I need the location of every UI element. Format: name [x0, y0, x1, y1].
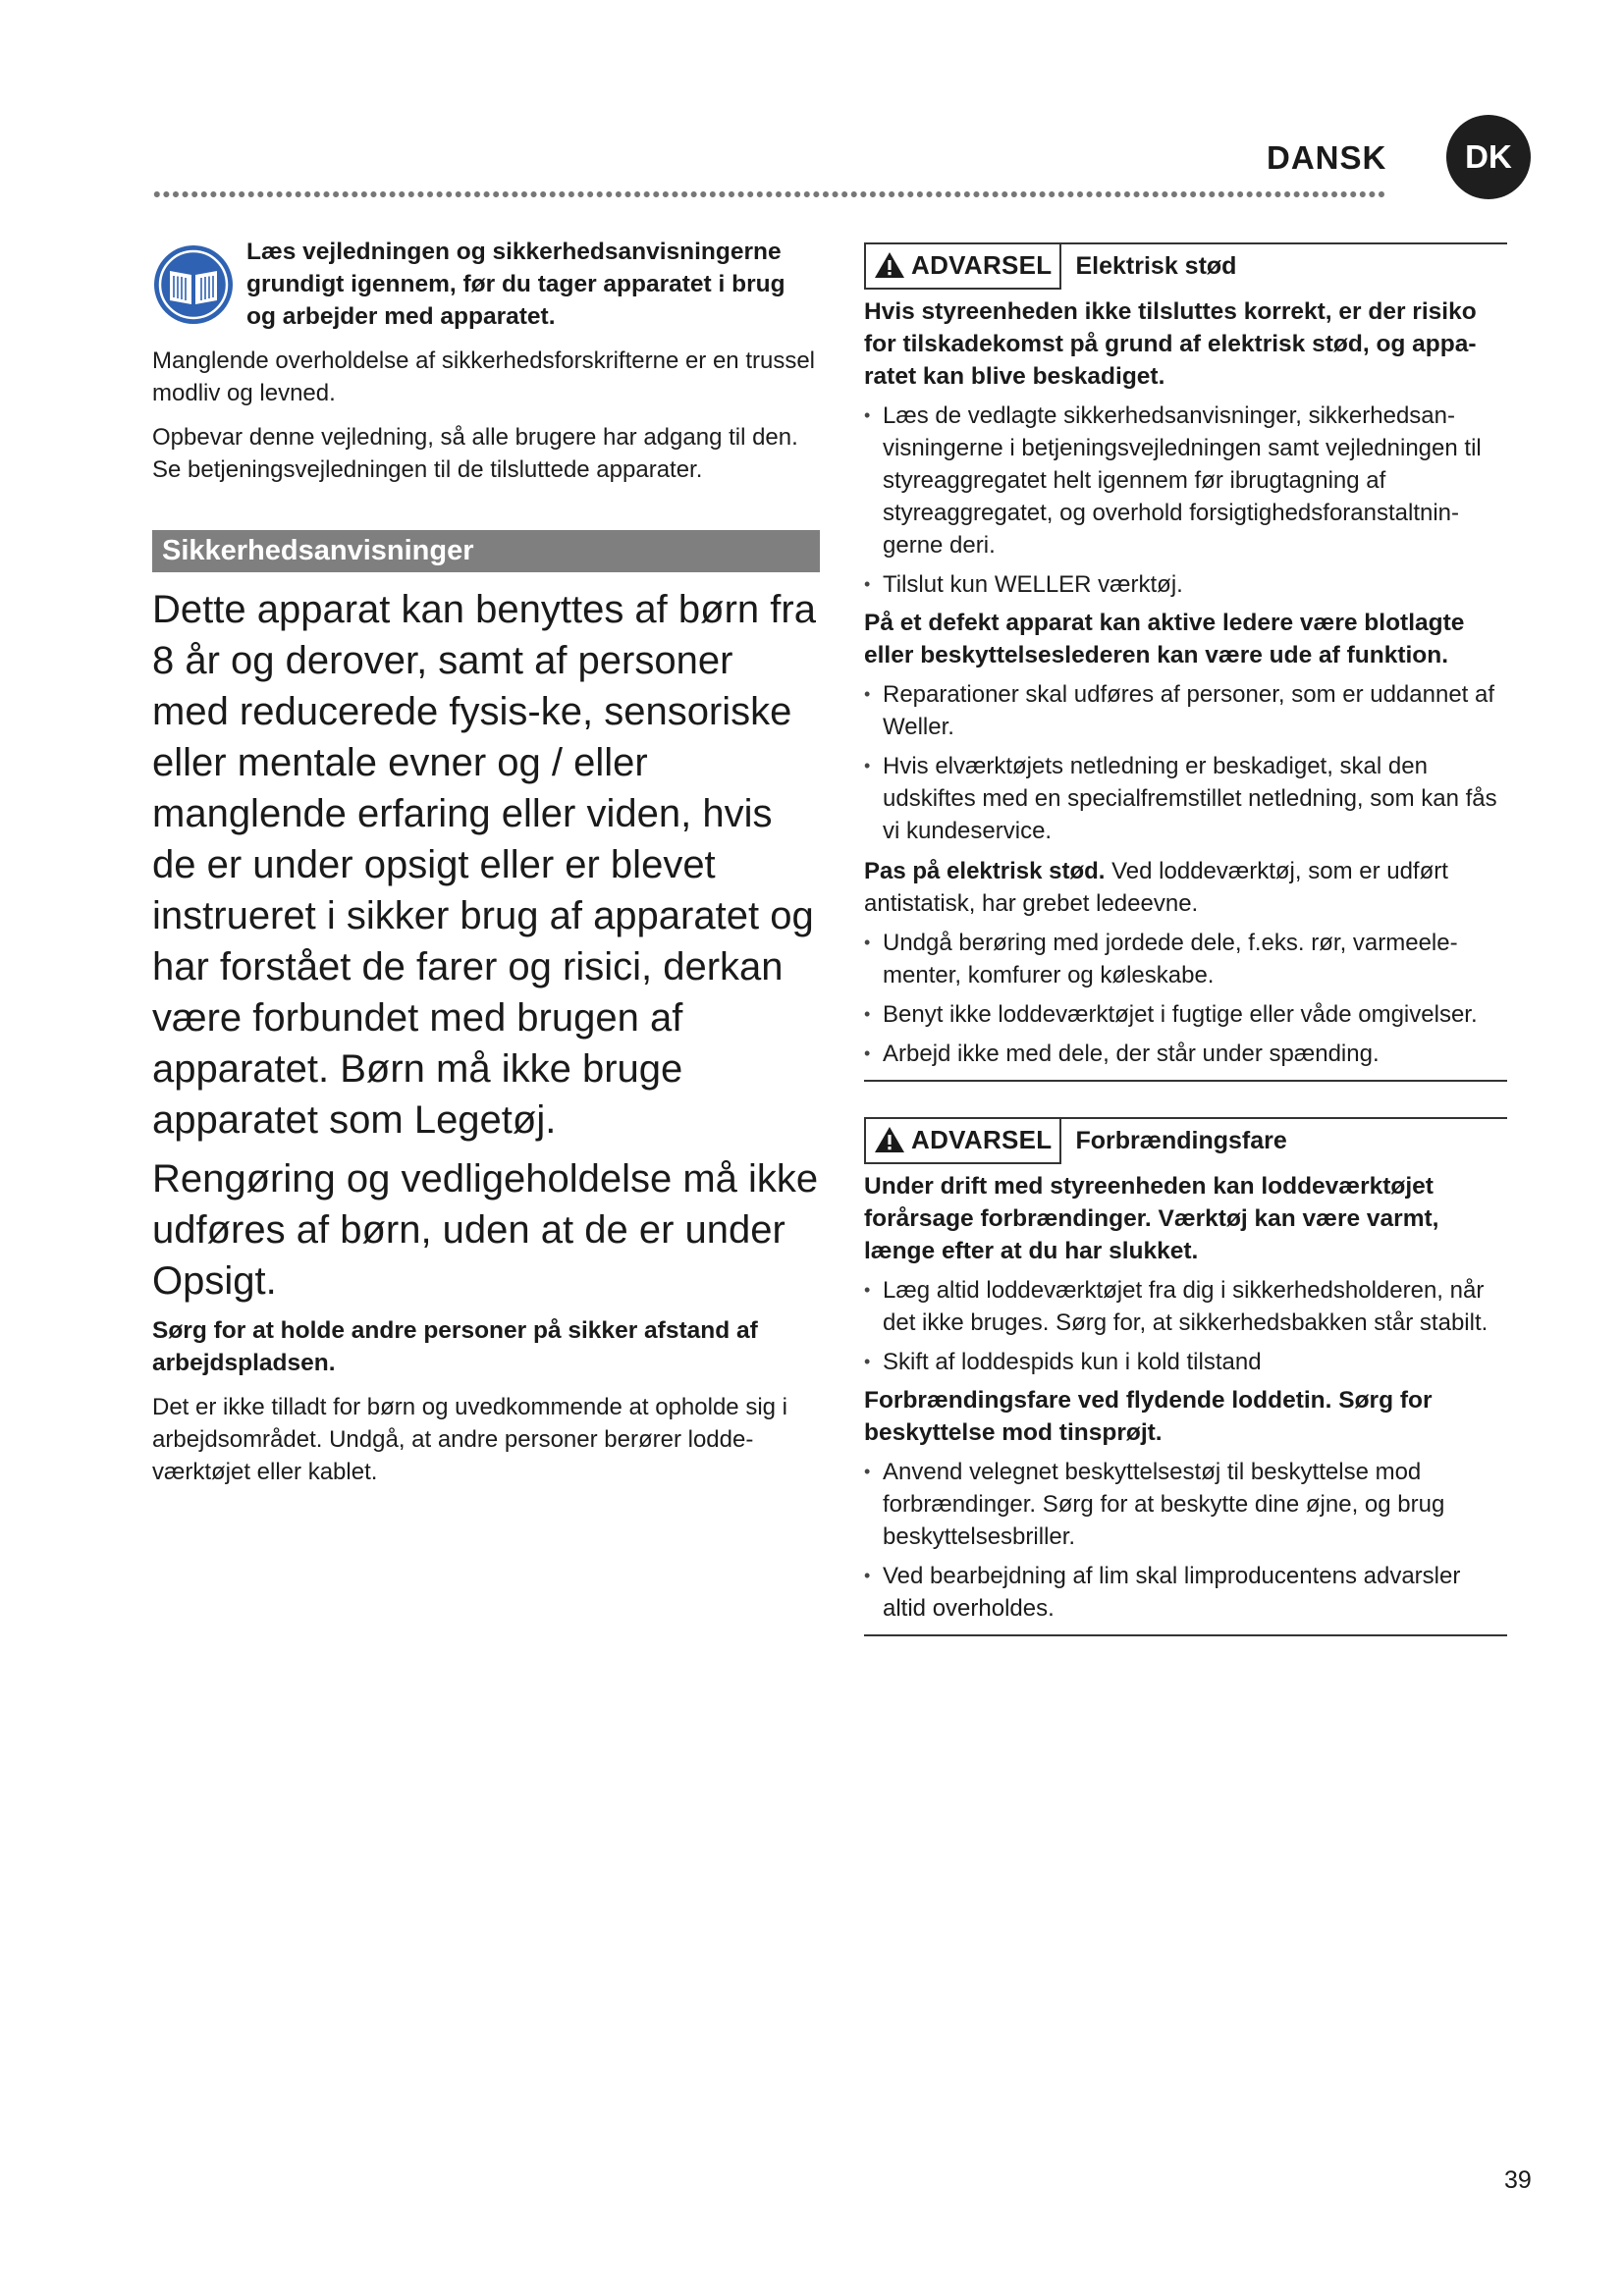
language-badge: DK: [1446, 115, 1531, 199]
left-column: [152, 236, 820, 1488]
warning-tag: [864, 242, 1061, 290]
list-item: • Benyt ikke loddeværktøjet i fugtige eller våde omgivelser.: [864, 998, 1507, 1031]
warning-triangle-icon: [874, 251, 905, 279]
distance-heading: Sørg for at holde andre personer på sikker afstand af arbejdspladsen.: [152, 1317, 758, 1376]
warning-statement: På et defekt apparat kan aktive ledere være blotlagte eller beskyttelseslederen kan være ude af funktion.: [864, 610, 1465, 668]
right-column: [864, 242, 1507, 1636]
language-label: DANSK: [1267, 139, 1387, 176]
dotted-divider: [152, 189, 1384, 199]
paragraph-safety-rules: Manglende overholdelse af sikkerhedsforskrifterne er en trussel modliv og levned.: [152, 347, 816, 406]
warning-statement: Hvis styreenheden ikke tilsluttes korrekt, er der risiko for tilskadekomst på grund af elektrisk stød, og appa-ratet kan blive beskadiget.: [864, 298, 1477, 390]
antistatic-note: [864, 855, 1507, 920]
list-item: • Arbejd ikke med dele, der står under spænding.: [864, 1038, 1507, 1070]
intro-instruction: Læs vejledningen og sikkerhedsanvisningerne grundigt igennem, før du tager apparatet i brug og arbejder med apparatet.: [246, 239, 785, 330]
list-item: • Læs de vedlagte sikkerhedsanvisninger, sikkerhedsan-visningerne i betjeningsvejledningen samt vejledningen til styreaggregatet helt igennem før ibrugtagning af styreaggregatet, og overhold forsigtighedsforanstaltnin-gerne deri.: [864, 400, 1507, 561]
warning-title: Elektrisk stød: [1075, 251, 1237, 280]
warning-tag: [864, 1117, 1061, 1164]
warning-tag-label: ADVARSEL: [911, 249, 1053, 280]
list-item: • Undgå berøring med jordede dele, f.eks. rør, varmeele-menter, komfurer og køleskabe.: [864, 927, 1507, 991]
list-item: • Reparationer skal udføres af personer, som er uddannet af Weller.: [864, 678, 1507, 743]
intro-block: [152, 236, 820, 333]
warning-electric-shock: [864, 242, 1507, 1082]
warning-statement: Under drift med styreenheden kan loddeværktøjet forårsage forbrændinger. Værktøj kan være varmt, længe efter at du har slukket.: [864, 1173, 1439, 1264]
warning-statement: Forbrændingsfare ved flydende loddetin. Sørg for beskyttelse mod tinsprøjt.: [864, 1387, 1433, 1446]
warning-header: [864, 1117, 1507, 1164]
warning-burn-hazard: [864, 1117, 1507, 1636]
warning-triangle-icon: [874, 1126, 905, 1153]
bullet-list: [864, 400, 1507, 601]
list-item: • Hvis elværktøjets netledning er beskadiget, skal den udskiftes med en specialfremstillet netledning, som kan fås vi kundeservice.: [864, 750, 1507, 847]
warning-header: [864, 242, 1507, 290]
warning-title: Forbrændingsfare: [1075, 1126, 1287, 1154]
children-use-notice: Dette apparat kan benyttes af børn fra 8 år og derover, samt af personer med reducerede fysis-ke, sensoriske eller mentale evner og / eller manglende erfaring eller viden, hvis de er under opsigt eller er blevet instrueret i sikker brug af apparatet og har forstået de farer og risici, derkan være forbundet med brugen af apparatet. Børn må ikke bruge apparatet som Legetøj.: [152, 588, 816, 1142]
bullet-list: [864, 1274, 1507, 1378]
bullet-list: [864, 1456, 1507, 1625]
page-number: 39: [1504, 2166, 1532, 2194]
bullet-list: [864, 927, 1507, 1070]
antistatic-note-bold: Pas på elektrisk stød.: [864, 858, 1106, 884]
list-item: • Tilslut kun WELLER værktøj.: [864, 568, 1507, 601]
bullet-list: [864, 678, 1507, 847]
list-item: • Anvend velegnet beskyttelsestøj til beskyttelse mod forbrændinger. Sørg for at beskytte dine øjne, og brug beskyttelsesbriller.: [864, 1456, 1507, 1553]
paragraph-keep-manual: Opbevar denne vejledning, så alle brugere har adgang til den. Se betjeningsvejledningen til de tilsluttede apparater.: [152, 424, 798, 483]
cleaning-notice: Rengøring og vedligeholdelse må ikke udføres af børn, uden at de er under Opsigt.: [152, 1157, 819, 1303]
manual-book-icon: [152, 243, 235, 326]
warning-tag-label: ADVARSEL: [911, 1124, 1053, 1154]
list-item: • Ved bearbejdning af lim skal limproducentens advarsler altid overholdes.: [864, 1560, 1507, 1625]
distance-paragraph: Det er ikke tilladt for børn og uvedkommende at opholde sig i arbejdsområdet. Undgå, at andre personer berører lodde-værktøjet eller kablet.: [152, 1394, 788, 1485]
list-item: • Skift af loddespids kun i kold tilstand: [864, 1346, 1507, 1378]
list-item: • Læg altid loddeværktøjet fra dig i sikkerhedsholderen, når det ikke bruges. Sørg for, at sikkerhedsbakken står stabilt.: [864, 1274, 1507, 1339]
antistatic-note-text: Ved loddeværktøj, som er udført antistatisk, har grebet ledeevne.: [864, 858, 1448, 917]
section-heading: Sikkerhedsanvisninger: [152, 530, 820, 572]
